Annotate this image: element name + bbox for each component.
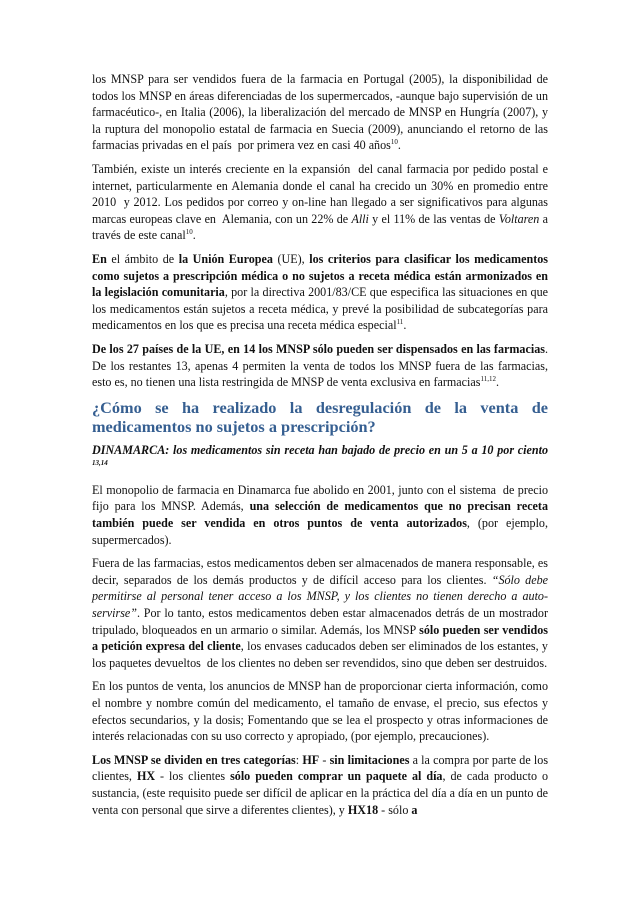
text-run: . [192,228,196,243]
text-run: a través de este canal [92,211,552,243]
paragraph-intro-liberalization [92,71,552,154]
reference-superscript: 10 [390,138,398,147]
text-run: . [403,318,407,333]
text-run: : [295,752,303,767]
reference-superscript: 11 [396,318,404,327]
text-run: - sólo [378,802,412,817]
bold-run: la Unión Europea [178,251,273,266]
text-run: . [397,138,401,153]
reference-superscript: 11,12 [480,375,496,384]
reference-superscript: 10 [185,228,193,237]
page-content [92,71,552,825]
text-run: (UE), [272,251,310,266]
paragraph-eu-countries [92,341,552,391]
category-hx: HX [136,769,156,784]
bold-run: Los MNSP se dividen en tres categorías [92,752,296,767]
paragraph-categories [92,752,552,818]
bold-run: a [411,802,418,817]
text-run: - [319,752,330,767]
reference-superscript: 13,14 [92,459,108,468]
text-run: . Por lo tanto, estos medicamentos deben estar almacenados detrás de un mostrador tripulado, bloqueados en un armario o similar. Además, los MNSP [92,606,552,637]
bold-run: sólo pueden ser vendidos a petición expresa del cliente [92,622,548,654]
text-run: , por la directiva 2001/83/CE que especifica las situaciones en que los medicamentos están sujetos a receta médica, y prevé la posibilidad de subcategorías para medicamentos en los que es precisa una receta médica especial [92,285,552,333]
section-heading: ¿Cómo se ha realizado la desregulación de la venta de medicamentos no sujetos a prescripción? [92,397,548,436]
category-hx18: HX18 [347,802,379,817]
text-run: , los envases caducados deben ser eliminados de los estantes, y los paquetes devueltos de los clientes no deben ser revendidos, sino que deben ser destruidos. [92,639,552,670]
text-run: . De los restantes 13, apenas 4 permiten la venta de todos los MNSP fuera de las farmacias, esto es, no tienen una lista restringida de MNSP de venta exclusiva en farmacias [92,341,552,390]
brand-name-voltaren: Voltaren [498,211,540,226]
text-run: , de cada producto o sustancia, (este requisito puede ser difícil de aplicar en la práctica del día a día en un punto de venta con personal que sirve a diferentes clientes), y [92,769,552,817]
paragraph-online-channel [92,161,552,244]
text-run: El monopolio de farmacia en Dinamarca fue abolido en 2001, junto con el sistema de precio fijo para los MNSP. Además, [92,482,552,514]
paragraph-storage-rules [92,555,552,671]
text-run: y el 11% de las ventas de [368,211,499,226]
bold-run: sólo pueden comprar un paquete al día [230,769,443,784]
text-run: - los clientes [155,769,231,784]
bold-run: De los 27 países de la UE, en 14 los MNSP sólo pueden ser dispensados en las farmacias [92,341,545,356]
category-hf: HF [302,752,320,767]
text-run: , (por ejemplo, supermercados). [92,516,552,547]
text-run: Fuera de las farmacias, estos medicamentos deben ser almacenados de manera responsable, es decir, separados de los demás productos y de difícil acceso para los clientes. [92,556,552,587]
text-run: En los puntos de venta, los anuncios de MNSP han de proporcionar cierta información, como el nombre y nombre común del medicamento, el tamaño de envase, el precio, sus efectos y efectos secundarios, y la dosis; Fomentando que se lea el prospecto y otras informaciones de interés relacionadas con su uso correcto y apropiado, (por ejemplo, precauciones). [92,679,552,744]
bold-run: sin limitaciones [329,752,410,767]
text-run: a la compra por parte de los clientes, [92,752,552,784]
brand-name-alli: Alli [351,211,369,226]
subheading-dinamarca [92,442,548,475]
text-run: el ámbito de [106,251,179,266]
text-run: También, existe un interés creciente en la expansión del canal farmacia por pedido postal e internet, particularmente en Alemania donde el canal ha crecido un 30% en promedio entre 2010 y 2012. Los pedidos por correo y on-line han llegado a ser significativos para algunas marcas europeas clave en Alemania, con un 22% de [92,161,552,226]
paragraph-advertising [92,678,552,744]
paragraph-eu-criteria [92,251,552,334]
subheading-text: DINAMARCA: los medicamentos sin receta han bajado de precio en un 5 a 10 por ciento [92,442,548,457]
bold-run: una selección de medicamentos que no precisan receta también puede ser vendida en otros puntos de venta autorizados [92,499,549,531]
quote-run: “Sólo debe permitirse al personal tener acceso a los MNSP, y los clientes no tienen derecho a auto-servirse” [92,572,548,621]
bold-run: En [92,251,107,266]
bold-run: los criterios para clasificar los medicamentos como sujetos a prescripción médica o no sujetos a receta médica están armonizados en la legislación comunitaria [92,251,549,300]
paragraph-denmark-monopoly [92,482,552,548]
text-run: los MNSP para ser vendidos fuera de la farmacia en Portugal (2005), la disponibilidad de todos los MNSP en áreas diferenciadas de los supermercados, -aunque bajo supervisión de un farmacéutico-, en Italia (2006), la liberalización del mercado de MNSP en Hungría (2007), y la ruptura del monopolio estatal de farmacia en Suecia (2009), anunciando el retorno de las farmacias privadas en el país por primera vez en casi 40 años [92,72,552,153]
text-run: . [495,375,499,390]
